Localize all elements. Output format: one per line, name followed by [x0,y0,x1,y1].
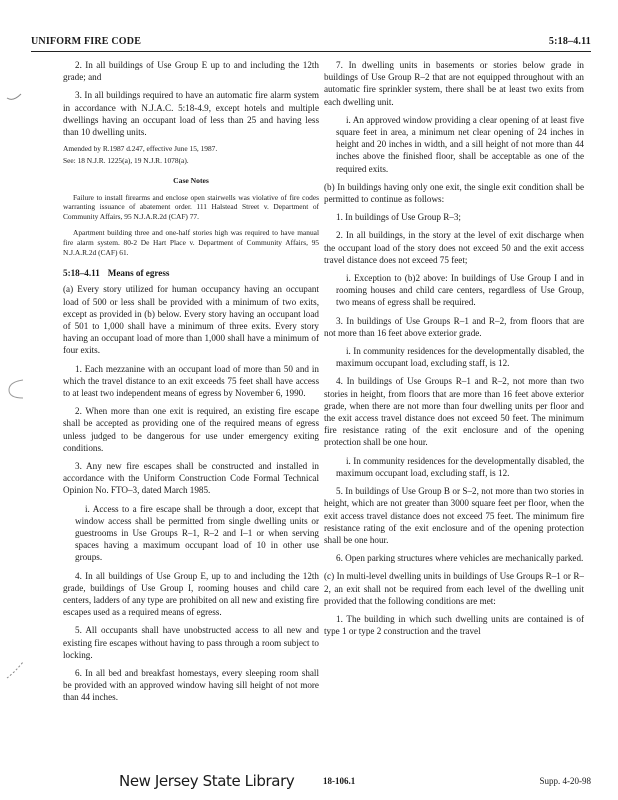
paragraph: 1. Each mezzanine with an occupant load of more than 50 and in which the travel distance to an exit exceeds 75 feet shall have access to at least two independent means of egress by November 6, 1990. [63,363,319,398]
paragraph: 6. In all bed and breakfast homestays, every sleeping room shall be provided with an approved window having sill height of not more than 44 inches. [63,668,319,703]
see-note: See: 18 N.J.R. 1225(a), 19 N.J.R. 1078(a). [63,155,189,165]
paragraph: (a) Every story utilized for human occupancy having an occupant load of 500 or less shall be provided with a minimum of two exits, except as provided in (b) below. Every story having an occupant load of 501 to 1,000 shall have a minimum of three exits. Every story having an occupant load of more than 1,000 shall have a minimum of four exits. [63,284,319,356]
section-heading [63,267,319,279]
paragraph: (b) In buildings having only one exit, the single exit condition shall be permitted to continue as follows: [324,181,584,205]
punch-hole-icon [3,378,27,400]
paragraph: (c) In multi-level dwelling units in buildings of Use Groups R–1 or R–2, an exit shall not be required from each level of the dwelling unit provided that the following conditions are met: [324,571,584,606]
paragraph: 2. In all buildings, in the story at the level of exit discharge when the occupant load of the story does not exceed 50 and the exit access travel distance does not exceed 75 feet; [324,230,584,265]
punch-mark-icon [3,660,27,682]
paragraph: 3. In buildings of Use Groups R–1 and R–2, from floors that are not more than 16 feet above exterior grade. [324,315,584,338]
case-note: Apartment building three and one-half stories high was required to have manual fire alarm system. 80-2 De Hart Place v. Department of Community Affairs, 95 N.J.A.R.2d (CAF) 61. [63,228,319,257]
case-note: Failure to install firearms and enclose open stairwells was violative of fire codes warranting issuance of abatement order. 111 Halstead Street v. Department of Community Affairs, 95 N.J.A.R.2d (CAF) 77. [63,192,319,221]
paragraph: i. In community residences for the developmentally disabled, the maximum occupant load, excluding staff, is 12. [336,346,584,369]
page-number: 18-106.1 [323,776,356,786]
page-footer [31,772,591,796]
paragraph: 1. The building in which such dwelling units are contained is of type 1 or type 2 construction and the travel [324,613,584,637]
paragraph: 4. In buildings of Use Groups R–1 and R–2, not more than two stories in height, from floors that are more than 16 feet above exterior grade, when there are not more than four dwelling units per floor and the exit access travel distance does not exceed 50 feet. The minimum fire resistance rating of the exit enclosure and of the opening protection shall be one hour. [324,376,584,448]
paragraph: 2. In all buildings of Use Group E up to and including the 12th grade; and [63,60,319,83]
header-title: UNIFORM FIRE CODE [31,36,142,47]
left-column [63,59,319,710]
header-rule [31,51,591,52]
paragraph: 6. Open parking structures where vehicles are mechanically parked. [336,553,584,564]
amended-note: Amended by R.1987 d.247, effective June 15, 1987. [63,144,218,154]
paragraph: i. Access to a fire escape shall be through a door, except that window access shall be permitted from single dwelling units or guestrooms in Use Groups R–1, R–2 and I–1 or when serving spaces having a maximum occupant load of 10 in other use groups. [75,503,319,563]
paragraph: 2. When more than one exit is required, an existing fire escape shall be accepted as providing one of the required means of egress unless judged to be dangerous for use under emergency exiting conditions. [63,406,319,453]
paragraph: i. In community residences for the developmentally disabled, the maximum occupant load, excluding staff, is 12. [336,455,584,478]
paragraph: 4. In all buildings of Use Group E, up to and including the 12th grade, buildings of Use Group I, rooming houses and child care centers, ladders of any type are prohibited on all new and existing fire escapes used as a required means of egress. [63,570,319,618]
section-title: Means of egress [107,268,170,279]
paragraph: 1. In buildings of Use Group R–3; [336,212,461,223]
case-notes-heading: Case Notes [173,176,209,186]
paragraph: 5. In buildings of Use Group B or S–2, not more than two stories in height, which are not greater than 3000 square feet per floor, when the exit access travel distance does not exceed 75 feet. The minimum fire resistance rating of the exit enclosure and of the opening protection shall be one hour. [324,486,584,545]
running-header [31,36,591,50]
paragraph: i. Exception to (b)2 above: In buildings of Use Group I and in rooming houses and child care centers, regardless of Use Group, two means of egress shall be required. [336,273,584,308]
right-column [324,59,584,643]
paragraph: 7. In dwelling units in basements or stories below grade in buildings of Use Group R–2 that are not equipped throughout with an automatic fire sprinkler system, there shall be at least two exits from each dwelling unit. [324,60,584,107]
paragraph: 5. All occupants shall have unobstructed access to all new and existing fire escapes without having to pass through a room subject to locking. [63,625,319,660]
punch-mark-icon [3,82,27,104]
library-stamp: New Jersey State Library [119,772,295,790]
section-number: 5:18–4.11 [63,268,100,279]
header-section: 5:18–4.11 [548,36,591,47]
paragraph: i. An approved window providing a clear opening of at least five square feet in area, a minimum net clear opening of 24 inches in height and 20 inches in width, and a sill height of not more than 44 inches above the finished floor, shall be acceptable as one of the required exits. [336,114,584,174]
paragraph: 3. Any new fire escapes shall be constructed and installed in accordance with the Uniform Construction Code Formal Technical Opinion No. FTO–3, dated March 1985. [63,461,319,496]
supplement-date: Supp. 4-20-98 [539,776,591,786]
paragraph: 3. In all buildings required to have an automatic fire alarm system in accordance with N.J.A.C. 5:18-4.9, except hotels and multiple dwellings having an occupant load of less than 25 and having less than 10 dwelling units. [63,90,319,138]
